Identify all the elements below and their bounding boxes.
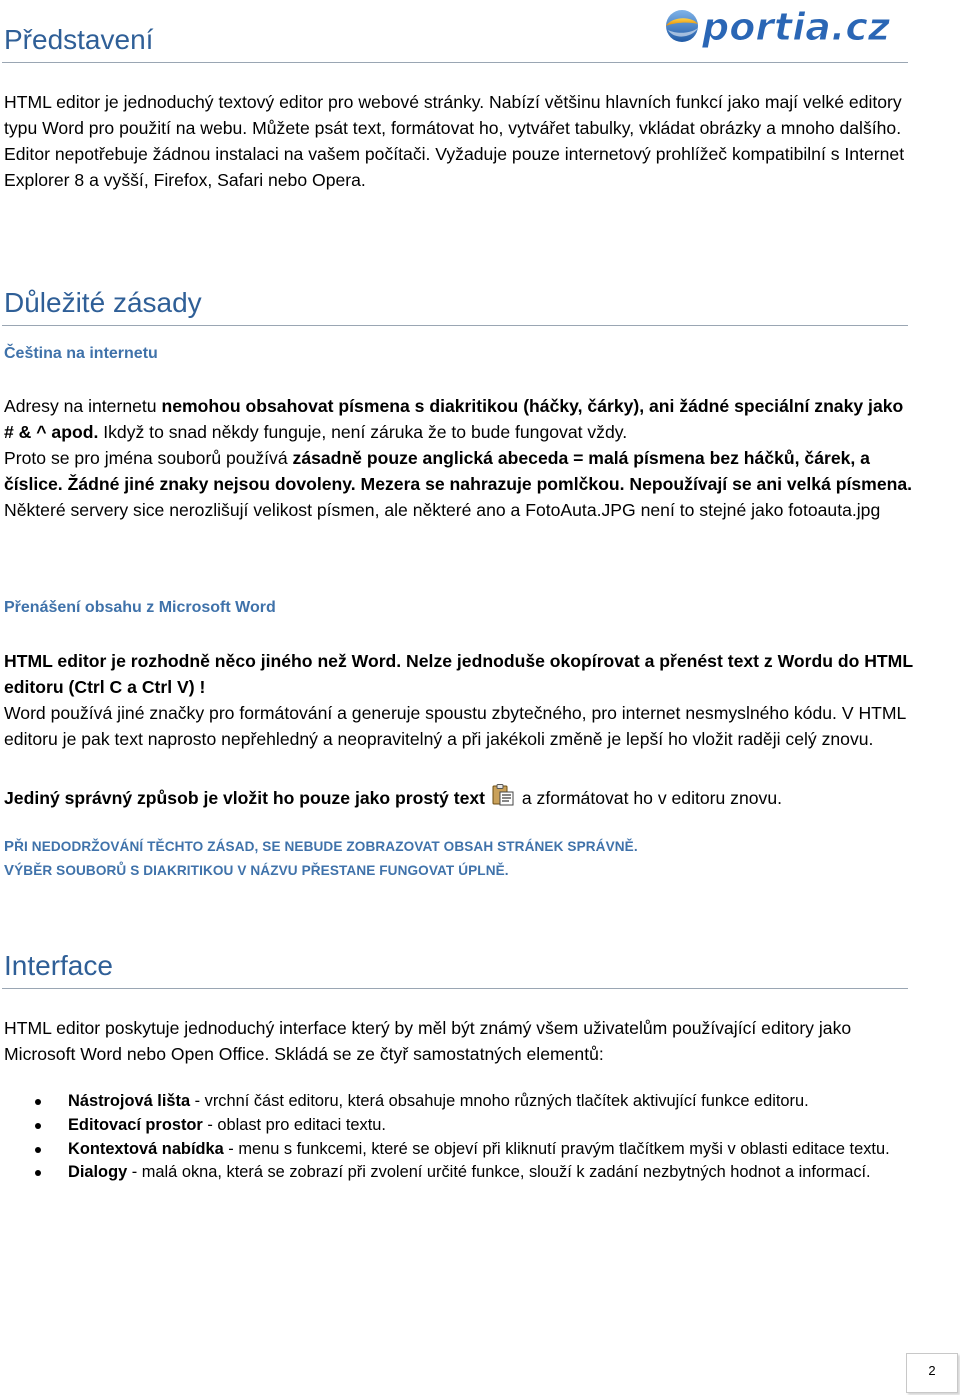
- list-item-term: Kontextová nabídka: [68, 1139, 224, 1158]
- heading-rule: [2, 325, 908, 326]
- text-run: Adresy na internetu: [4, 396, 162, 416]
- list-item-desc: - menu s funkcemi, které se objeví při kliknutí pravým tlačítkem myši v oblasti editace textu.: [223, 1139, 890, 1158]
- list-item: [34, 1090, 894, 1114]
- warning-1: [4, 838, 638, 855]
- list-item: [34, 1161, 894, 1185]
- portia-logo-icon: [662, 4, 902, 50]
- warning-initial: V: [4, 862, 15, 879]
- bold-run: zásadně pouze anglická abeceda = malá písmena bez háčků, čárek, a číslice. Žádné jiné znaky nejsou dovoleny. Mezera se nahrazuje pomlčkou. Nepoužívají se ani velká písmena.: [4, 448, 913, 494]
- warning-text: ÝBĚR SOUBORŮ S DIAKRITIKOU V NÁZVU PŘESTANE FUNGOVAT ÚPLNĚ.: [14, 863, 509, 878]
- list-item-desc: - malá okna, která se zobrazí při zvolení určité funkce, slouží k zadání nezbytných hodnot a informací.: [127, 1163, 871, 1182]
- list-item-desc: - vrchní část editoru, která obsahuje mnoho různých tlačítek aktivující funkce editoru.: [190, 1092, 809, 1110]
- interface-paragraph: HTML editor poskytuje jednoduchý interface který by měl být známý všem uživatelům používající editory jako Microsoft Word nebo Open Office. Skládá se ze čtyř samostatných elementů:: [4, 1018, 852, 1064]
- text-run: Proto se pro jména souborů používá: [4, 448, 293, 468]
- rules-paragraph-2: [4, 445, 914, 523]
- portia-logo: [662, 4, 902, 55]
- subheading-czech: Čeština na internetu: [4, 345, 158, 362]
- elements-list: [34, 1090, 894, 1185]
- rules-paragraph-3: [4, 648, 914, 700]
- heading-rules: Důležité zásady: [4, 287, 202, 318]
- heading-interface: Interface: [4, 950, 113, 981]
- text-run: a zformátovat ho v editoru znovu.: [517, 788, 783, 808]
- list-item-desc: - oblast pro editaci textu.: [202, 1115, 386, 1134]
- subheading-word: Přenášení obsahu z Microsoft Word: [4, 599, 276, 616]
- paste-as-text-icon: [491, 784, 515, 813]
- text-run: Některé servery sice nerozlišují velikost písmen, ale některé ano a FotoAuta.JPG není to stejné jako fotoauta.jpg: [4, 500, 881, 520]
- list-item-term: Dialogy: [68, 1163, 128, 1182]
- heading-intro: Představení: [4, 24, 154, 55]
- intro-paragraph: HTML editor je jednoduchý textový editor pro webové stránky. Nabízí většinu hlavních funkcí jako mají velké editory typu Word pro použití na webu. Můžete psát text, formátovat ho, vytvářet tabulky, vkládat obrázky a mnoho dalšího. Editor nepotřebuje žádnou instalaci na vašem počítači. Vyžaduje pouze internetový prohlížeč kompatibilní s Internet Explorer 8 a vyšší, Firefox, Safari nebo Opera.: [4, 92, 905, 190]
- warning-initial: P: [4, 838, 15, 855]
- rules-paragraph-4: Word používá jiné značky pro formátování a generuje spoustu zbytečného, pro internet nesmyslného kódu. V HTML editoru je pak text naprosto nepřehledný a neopravitelný a při jakékoli změně je lepší ho vložit raději celý znovu.: [4, 703, 906, 749]
- rules-paragraph-1: [4, 393, 914, 445]
- list-item-term: Nástrojová lišta: [68, 1092, 191, 1110]
- list-item-term: Editovací prostor: [68, 1115, 203, 1134]
- heading-rule: [2, 988, 908, 989]
- text-run: Ikdyž to snad někdy funguje, není záruka že to bude fungovat vždy.: [98, 422, 628, 442]
- list-item: [34, 1114, 894, 1138]
- page-number: 2: [906, 1353, 958, 1393]
- warning-text: ŘI NEDODRŽOVÁNÍ TĚCHTO ZÁSAD, SE NEBUDE ZOBRAZOVAT OBSAH STRÁNEK SPRÁVNĚ.: [14, 839, 638, 854]
- bold-run: HTML editor je rozhodně něco jiného než Word. Nelze jednoduše okopírovat a přenést text z Wordu do HTML editoru (Ctrl C a Ctrl V) !: [4, 651, 913, 697]
- heading-rule: [2, 62, 908, 63]
- bold-run: Jediný správný způsob je vložit ho pouze jako prostý text: [4, 788, 485, 808]
- logo-text: portia.cz: [702, 5, 890, 49]
- warning-2: [4, 862, 509, 879]
- bold-run: nemohou obsahovat písmena s diakritikou (háčky, čárky), ani žádné speciální znaky jako # & ^ apod.: [4, 396, 904, 442]
- rules-paragraph-5: [4, 784, 914, 813]
- list-item: [34, 1138, 894, 1162]
